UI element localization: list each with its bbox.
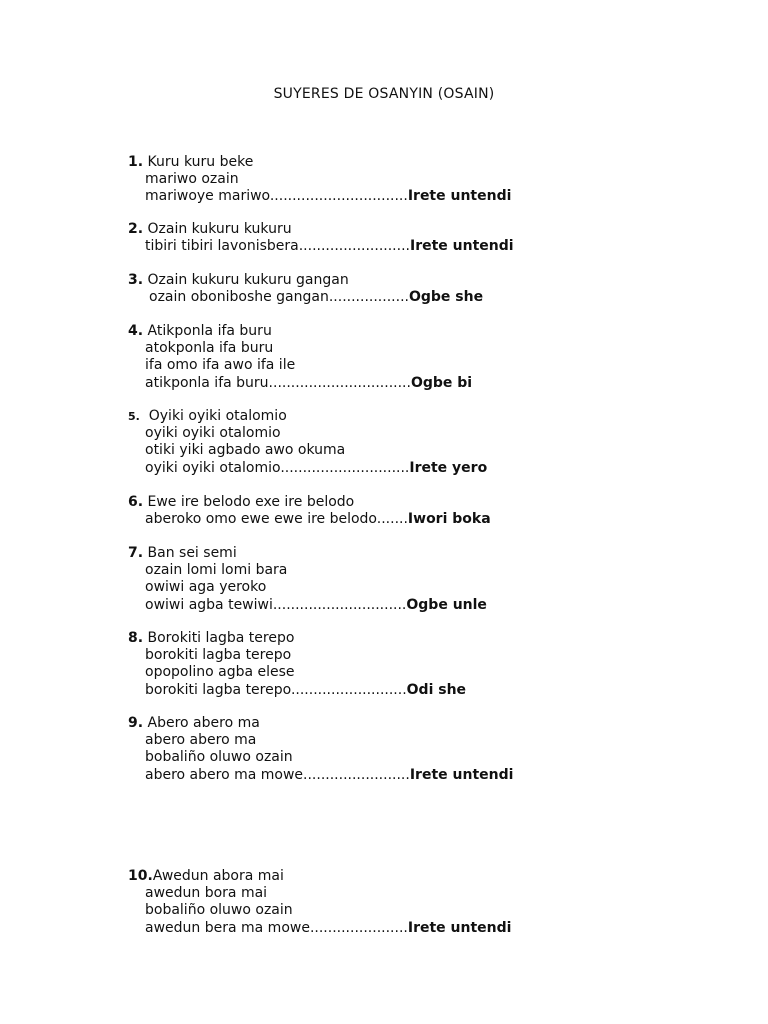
chant-last-line xyxy=(128,597,688,614)
chant-item-10 xyxy=(128,868,688,937)
chant-verse: Atikponla ifa buru xyxy=(147,323,272,339)
chant-verse: oyiki oyiki otalomio xyxy=(145,425,281,442)
chant-verse: Ozain kukuru kukuru gangan xyxy=(147,272,349,288)
odu-name: Irete untendi xyxy=(407,919,512,936)
chant-number: 1. xyxy=(128,154,144,170)
chant-number: 8. xyxy=(128,630,144,646)
leader-dots: .................. xyxy=(328,289,409,306)
chant-item-9 xyxy=(128,715,688,784)
chant-first-line xyxy=(128,545,688,562)
chant-verse: aberoko omo ewe ewe ire belodo xyxy=(145,511,377,528)
chant-first-line xyxy=(128,630,688,647)
chant-first-line xyxy=(128,494,688,511)
leader-dots: ............................. xyxy=(280,459,410,476)
chant-item-1 xyxy=(128,154,688,206)
chant-item-4 xyxy=(128,323,688,392)
chant-first-line xyxy=(128,715,688,732)
chant-number: 7. xyxy=(128,545,144,561)
odu-name: Irete untendi xyxy=(407,188,512,205)
chant-verse: Borokiti lagba terepo xyxy=(147,630,295,646)
leader-dots: ............................... xyxy=(269,188,408,205)
chant-number: 6. xyxy=(128,494,144,510)
chant-number: 4. xyxy=(128,323,144,339)
chant-last-line xyxy=(128,511,688,528)
chant-verse: otiki yiki agbado awo okuma xyxy=(145,442,346,459)
chant-verse: ifa omo ifa awo ifa ile xyxy=(145,357,296,374)
chant-verse: abero abero ma mowe xyxy=(145,766,304,783)
odu-name: Ogbe unle xyxy=(406,596,487,613)
chant-verse: opopolino agba elese xyxy=(145,664,295,681)
chant-verse: Ozain kukuru kukuru xyxy=(147,221,292,237)
leader-dots: ...................... xyxy=(309,919,408,936)
leader-dots: ......................... xyxy=(298,238,410,255)
chant-last-line xyxy=(128,188,688,205)
chant-number: 10. xyxy=(128,868,153,884)
chant-last-line xyxy=(128,375,688,392)
chant-first-line xyxy=(128,154,688,171)
chant-item-3 xyxy=(128,272,688,306)
chant-verse: atikponla ifa buru xyxy=(145,374,269,391)
chant-first-line xyxy=(128,221,688,238)
chant-verse: awedun bora mai xyxy=(145,885,268,902)
chant-first-line xyxy=(128,868,688,885)
chant-item-6 xyxy=(128,494,688,528)
odu-name: Iwori boka xyxy=(407,511,491,528)
chant-verse: Ban sei semi xyxy=(147,545,237,561)
leader-dots: ................................ xyxy=(268,374,411,391)
chant-verse: bobaliño oluwo ozain xyxy=(145,902,293,919)
chant-verse: oyiki oyiki otalomio xyxy=(145,459,281,476)
chant-first-line xyxy=(128,408,688,425)
chant-last-line xyxy=(128,460,688,477)
chant-verse: Ewe ire belodo exe ire belodo xyxy=(147,494,355,510)
chant-verse: Kuru kuru beke xyxy=(147,154,254,170)
chant-verse: Oyiki oyiki otalomio xyxy=(148,408,287,424)
chant-verse: borokiti lagba terepo xyxy=(145,647,292,664)
odu-name: Ogbe she xyxy=(408,289,484,306)
chant-number: 5. xyxy=(128,410,140,423)
chant-verse: mariwo ozain xyxy=(145,171,239,188)
chant-verse: ozain lomi lomi bara xyxy=(145,562,288,579)
chant-first-line xyxy=(128,272,688,289)
chant-number: 9. xyxy=(128,715,144,731)
leader-dots: .......................... xyxy=(290,681,407,698)
leader-dots: ........................ xyxy=(303,766,410,783)
chant-verse: tibiri tibiri lavonisbera xyxy=(145,238,299,255)
chant-last-line xyxy=(128,289,688,306)
chant-last-line xyxy=(128,920,688,937)
chant-item-7 xyxy=(128,545,688,614)
chant-item-5 xyxy=(128,408,688,477)
odu-name: Ogbe bi xyxy=(410,374,473,391)
chant-last-line xyxy=(128,682,688,699)
chant-verse: owiwi agba tewiwi xyxy=(145,596,273,613)
chant-verse: bobaliño oluwo ozain xyxy=(145,749,293,766)
chant-verse: atokponla ifa buru xyxy=(145,340,274,357)
chant-number: 2. xyxy=(128,221,144,237)
odu-name: Odi she xyxy=(406,681,467,698)
chant-first-line xyxy=(128,323,688,340)
leader-dots: .............................. xyxy=(272,596,407,613)
chant-verse: ozain oboniboshe gangan xyxy=(149,289,329,306)
odu-name: Irete untendi xyxy=(409,238,514,255)
chant-verse: borokiti lagba terepo xyxy=(145,681,291,698)
chant-number: 3. xyxy=(128,272,144,288)
chant-verse: owiwi aga yeroko xyxy=(145,579,267,596)
chant-verse: abero abero ma xyxy=(145,732,257,749)
chant-item-8 xyxy=(128,630,688,699)
chant-last-line xyxy=(128,238,688,255)
chant-verse: Abero abero ma xyxy=(147,715,260,731)
chant-last-line xyxy=(128,767,688,784)
chant-verse: mariwoye mariwo xyxy=(145,188,270,205)
chant-verse: awedun bera ma mowe xyxy=(145,919,310,936)
chant-verse: Awedun abora mai xyxy=(152,868,284,884)
document-title: SUYERES DE OSANYIN (OSAIN) xyxy=(273,86,495,102)
leader-dots: ....... xyxy=(376,511,408,528)
chant-item-2 xyxy=(128,221,688,255)
odu-name: Irete yero xyxy=(409,459,488,476)
odu-name: Irete untendi xyxy=(409,766,514,783)
